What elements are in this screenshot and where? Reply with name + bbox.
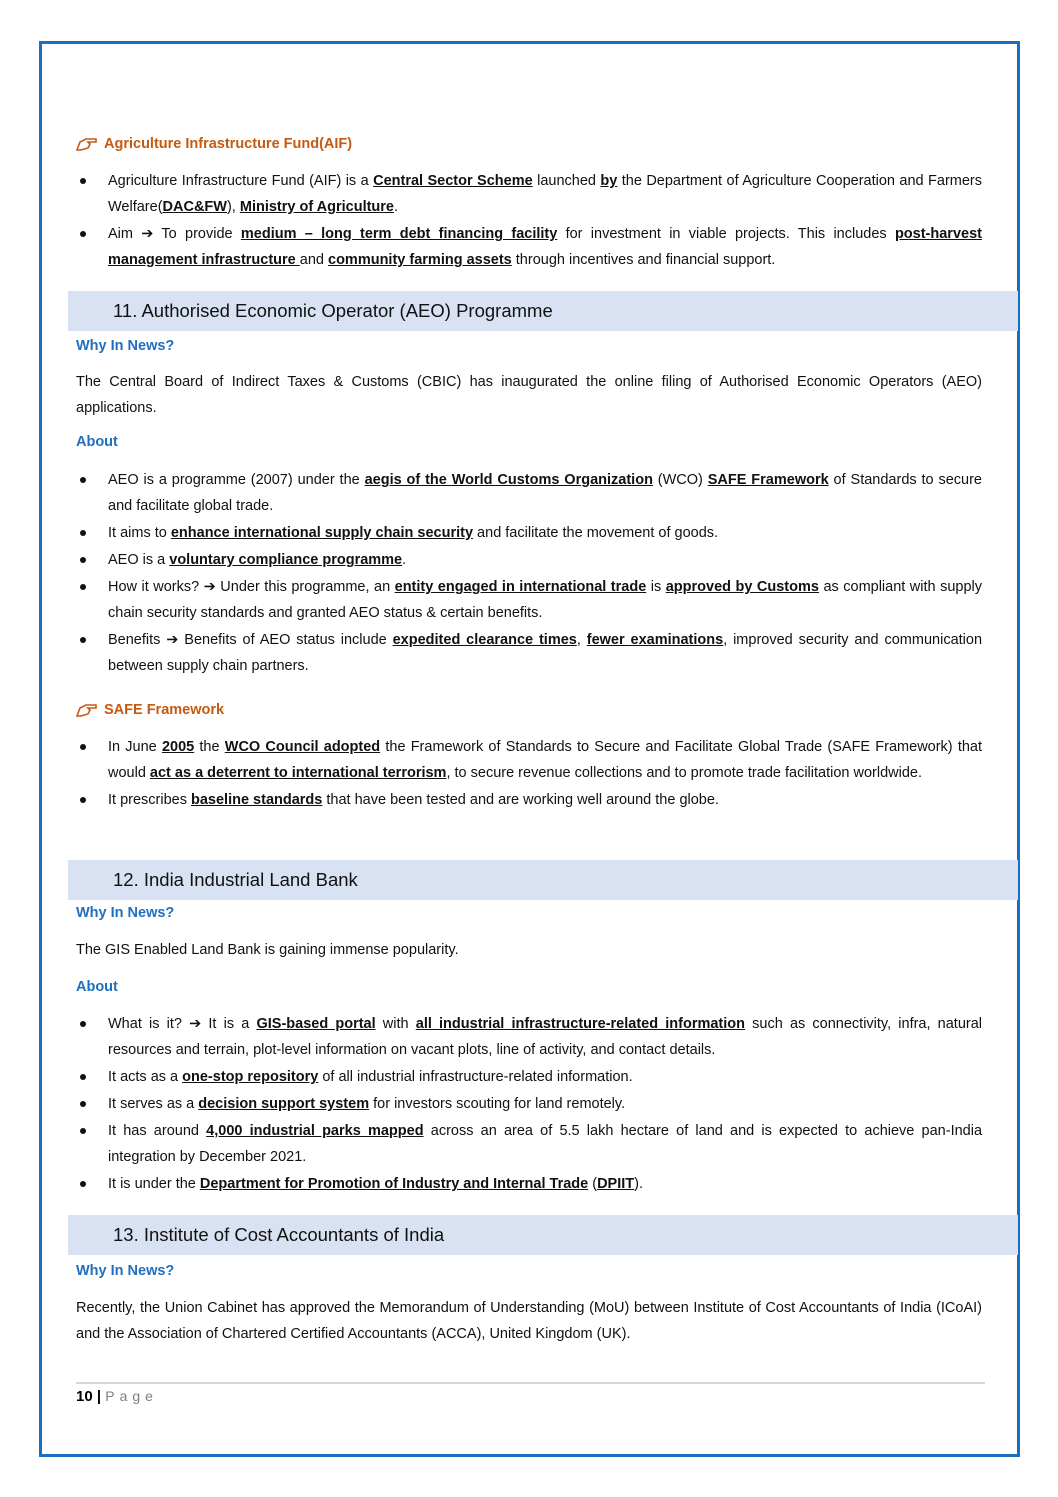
footer-divider bbox=[76, 1382, 985, 1384]
body-text: ( bbox=[588, 1176, 598, 1192]
emphasis-text: by bbox=[600, 173, 618, 189]
body-text: that have been tested and are working well around the globe. bbox=[322, 792, 719, 808]
aif-bullet-list bbox=[76, 168, 982, 273]
emphasis-text: 2005 bbox=[161, 739, 195, 755]
emphasis-text: enhance international supply chain security bbox=[170, 525, 474, 541]
emphasis-text: decision support system bbox=[198, 1096, 370, 1112]
body-text: across an area of 5.5 lakh hectare of land and is expected to achieve pan-India integration by December 2021. bbox=[108, 1123, 983, 1165]
body-text: is bbox=[646, 579, 666, 595]
emphasis-text: Ministry of Agriculture bbox=[239, 199, 394, 215]
body-text: ). bbox=[634, 1176, 643, 1192]
bullet-item bbox=[76, 520, 982, 546]
bullet-item bbox=[76, 547, 982, 573]
body-text: as compliant with supply chain security standards and granted AEO status & certain benefits. bbox=[108, 579, 983, 621]
emphasis-text: fewer examinations bbox=[586, 632, 724, 648]
body-text: the Department of Agriculture Cooperation and Farmers Welfare( bbox=[108, 173, 982, 215]
body-text: the Framework of Standards to Secure and Facilitate Global Trade (SAFE Framework) that would bbox=[108, 739, 983, 781]
body-text: How it works? ➔ Under this programme, an bbox=[108, 579, 395, 595]
section-12-title: 12. India Industrial Land Bank bbox=[113, 869, 358, 890]
body-text: Aim ➔ To provide bbox=[108, 226, 241, 242]
bullet-item bbox=[76, 1118, 982, 1170]
body-text: It aims to bbox=[108, 525, 171, 541]
bullet-item bbox=[76, 221, 982, 273]
bullet-item bbox=[76, 1011, 982, 1063]
body-text: of Standards to secure and facilitate global trade. bbox=[108, 472, 982, 514]
section-12-bullet-list bbox=[76, 1011, 982, 1197]
bullet-item bbox=[76, 168, 982, 220]
body-text: (WCO) bbox=[652, 472, 708, 488]
section-13-header bbox=[68, 1215, 1018, 1255]
emphasis-text: one-stop repository bbox=[182, 1069, 319, 1085]
bullet-item bbox=[76, 1171, 982, 1197]
body-text: . bbox=[402, 552, 407, 568]
emphasis-text: aegis of the World Customs Organization bbox=[364, 472, 653, 488]
body-text: with bbox=[375, 1016, 416, 1032]
safe-bullet-list bbox=[76, 734, 982, 813]
bullet-item bbox=[76, 1091, 982, 1117]
section-11-title: 11. Authorised Economic Operator (AEO) Programme bbox=[113, 300, 553, 321]
pointing-hand-icon bbox=[76, 137, 98, 151]
body-text: In June bbox=[108, 739, 162, 755]
body-text: for investors scouting for land remotely. bbox=[369, 1096, 626, 1112]
emphasis-text: expedited clearance times bbox=[392, 632, 577, 648]
body-text: What is it? ➔ It is a bbox=[108, 1016, 257, 1032]
section-13-news bbox=[76, 1295, 982, 1347]
body-text: , improved security and communication between supply chain partners. bbox=[108, 632, 983, 674]
body-text: It prescribes bbox=[108, 792, 191, 808]
emphasis-text: Department for Promotion of Industry and Internal Trade bbox=[199, 1176, 589, 1192]
body-text: The Central Board of Indirect Taxes & Customs (CBIC) has inaugurated the online filing of Authorised Economic Operators (AEO) applications. bbox=[76, 374, 982, 416]
pointing-hand-icon bbox=[76, 703, 98, 717]
body-text: and bbox=[299, 252, 329, 268]
section-13-title: 13. Institute of Cost Accountants of India bbox=[113, 1224, 445, 1245]
section-12-header bbox=[68, 860, 1018, 900]
safe-heading-text: SAFE Framework bbox=[104, 702, 225, 718]
emphasis-text: WCO Council adopted bbox=[224, 739, 381, 755]
page-number: 10 bbox=[76, 1388, 93, 1405]
body-text: the bbox=[194, 739, 225, 755]
body-text: It serves as a bbox=[108, 1096, 199, 1112]
why-in-news-label: Why In News? bbox=[76, 338, 175, 354]
emphasis-text: all industrial infrastructure-related information bbox=[415, 1016, 745, 1032]
body-text: It is under the bbox=[108, 1176, 200, 1192]
body-text: Recently, the Union Cabinet has approved the Memorandum of Understanding (MoU) between Institute of Cost Accountants of India (ICoAI) and the Association of Chartered Certified Accountants (ACCA), United Kingdom (UK). bbox=[76, 1300, 982, 1342]
body-text: It has around bbox=[108, 1123, 207, 1139]
body-text: AEO is a programme (2007) under the bbox=[108, 472, 365, 488]
body-text: through incentives and financial support. bbox=[511, 252, 776, 268]
bullet-item bbox=[76, 574, 982, 626]
bullet-item bbox=[76, 627, 982, 679]
body-text: and facilitate the movement of goods. bbox=[473, 525, 719, 541]
body-text: AEO is a bbox=[108, 552, 170, 568]
why-in-news-label: Why In News? bbox=[76, 1263, 175, 1279]
page-label: Page bbox=[105, 1388, 158, 1404]
body-text: . bbox=[394, 199, 399, 215]
body-text: for investment in viable projects. This includes bbox=[557, 226, 895, 242]
emphasis-text: post-harvest management infrastructure bbox=[108, 226, 982, 268]
body-text: of all industrial infrastructure-related information. bbox=[318, 1069, 633, 1085]
emphasis-text: SAFE Framework bbox=[707, 472, 829, 488]
emphasis-text: community farming assets bbox=[328, 252, 512, 268]
aif-subheading bbox=[76, 131, 982, 157]
aif-heading-text: Agriculture Infrastructure Fund(AIF) bbox=[104, 136, 353, 152]
about-label: About bbox=[76, 434, 118, 450]
body-text: ), bbox=[226, 199, 240, 215]
emphasis-text: GIS-based portal bbox=[256, 1016, 376, 1032]
section-11-header bbox=[68, 291, 1018, 331]
body-text: , bbox=[576, 632, 587, 648]
emphasis-text: act as a deterrent to international terrorism bbox=[149, 765, 447, 781]
section-11-bullet-list bbox=[76, 467, 982, 679]
bullet-item bbox=[76, 467, 982, 519]
bullet-item bbox=[76, 734, 982, 786]
emphasis-text: entity engaged in international trade bbox=[394, 579, 647, 595]
footer-separator: | bbox=[96, 1388, 102, 1405]
emphasis-text: Central Sector Scheme bbox=[373, 173, 533, 189]
safe-subheading bbox=[76, 697, 982, 723]
bullet-item bbox=[76, 1064, 982, 1090]
emphasis-text: 4,000 industrial parks mapped bbox=[206, 1123, 424, 1139]
why-in-news-label: Why In News? bbox=[76, 905, 175, 921]
emphasis-text: approved by Customs bbox=[665, 579, 819, 595]
emphasis-text: medium – long term debt financing facility bbox=[240, 226, 558, 242]
bullet-item bbox=[76, 787, 982, 813]
emphasis-text: voluntary compliance programme bbox=[169, 552, 403, 568]
body-text: The GIS Enabled Land Bank is gaining immense popularity. bbox=[76, 942, 459, 958]
body-text: such as connectivity, infra, natural resources and terrain, plot-level information on vacant plots, line of activity, and contact details. bbox=[108, 1016, 983, 1058]
body-text: launched bbox=[532, 173, 601, 189]
section-11-news bbox=[76, 369, 982, 421]
emphasis-text: DPIIT bbox=[597, 1176, 635, 1192]
body-text: Agriculture Infrastructure Fund (AIF) is a bbox=[108, 173, 374, 189]
emphasis-text: baseline standards bbox=[191, 792, 323, 808]
emphasis-text: DAC&FW bbox=[162, 199, 227, 215]
page-footer bbox=[76, 1388, 158, 1405]
body-text: , to secure revenue collections and to promote trade facilitation worldwide. bbox=[446, 765, 922, 781]
about-label: About bbox=[76, 979, 118, 995]
body-text: Benefits ➔ Benefits of AEO status include bbox=[108, 632, 393, 648]
section-12-news bbox=[76, 937, 982, 963]
body-text: It acts as a bbox=[108, 1069, 183, 1085]
